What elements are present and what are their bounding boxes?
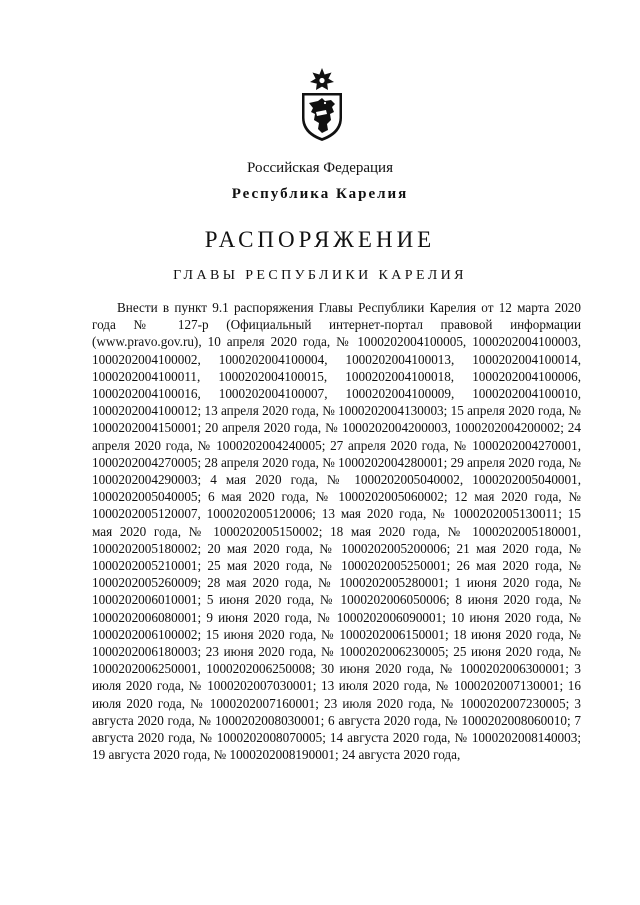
document-type-title: РАСПОРЯЖЕНИЕ [204,227,436,252]
republic-name: Республика Карелия [231,186,409,202]
document-body-paragraph: Внести в пункт 9.1 распоряжения Главы Республики Карелия от 12 марта 2020 года № 127-р (Официальный интернет-портал правовой информации (www.pravo.gov.ru), 10 апреля 2020 года, № 1000202004100005, 1000202004100003, 1000202004100002, 1000202004100004, 1000202004100013, 1000202004100014, 1000202004100011, 1000202004100015, 1000202004100018, 1000202004100006, 1000202004100016, 1000202004100007, 1000202004100009, 1000202004100010, 1000202004100012; 13 апреля 2020 года, № 1000202004130003; 15 апреля 2020 года, № 1000202004150001; 20 апреля 2020 года, № 1000202004200003, 1000202004200002; 24 апреля 2020 года, № 1000202004240005; 27 апреля 2020 года, № 1000202004270001, 1000202004270005; 28 апреля 2020 года, № 1000202004280001; 29 апреля 2020 года, № 1000202004290003; 4 мая 2020 года, № 1000202005040002, 1000202005040001, 1000202005040005; 6 мая 2020 года, № 1000202005060002; 12 мая 2020 года, № 1000202005120007, 1000202005120006; 13 мая 2020 года, № 1000202005130011; 15 мая 2020 года, № 1000202005150002; 18 мая 2020 года, № 1000202005180001, 1000202005180002; 20 мая 2020 года, № 1000202005200006; 21 мая 2020 года, № 1000202005210001; 25 мая 2020 года, № 1000202005250001; 26 мая 2020 года, № 1000202005260009; 28 мая 2020 года, № 1000202005280001; 1 июня 2020 года, № 1000202006010001; 5 июня 2020 года, № 1000202006050006; 8 июня 2020 года, № 1000202006080001; 9 июня 2020 года, № 1000202006090001; 10 июня 2020 года, № 1000202006100002; 15 июня 2020 года, № 1000202006150001; 18 июня 2020 года, № 1000202006180003; 23 июня 2020 года, № 1000202006230005; 25 июня 2020 года, № 1000202006250001, 1000202006250008; 30 июня 2020 года, № 1000202006300001; 3 июля 2020 года, № 1000202007030001; 13 июля 2020 года, № 1000202007130001; 16 июля 2020 года, № 1000202007160001; 23 июля 2020 года, № 1000202007230005; 3 августа 2020 года, № 1000202008030001; 6 августа 2020 года, № 1000202008060010; 7 августа 2020 года, № 1000202008070005; 14 августа 2020 года, № 1000202008140003; 19 августа 2020 года, № 1000202008190001; 24 августа 2020 года, [92,300,581,763]
karelia-coat-of-arms-icon [296,68,348,142]
country-name: Российская Федерация [247,160,393,176]
issuer-title: ГЛАВЫ РЕСПУБЛИКИ КАРЕЛИЯ [173,268,467,283]
